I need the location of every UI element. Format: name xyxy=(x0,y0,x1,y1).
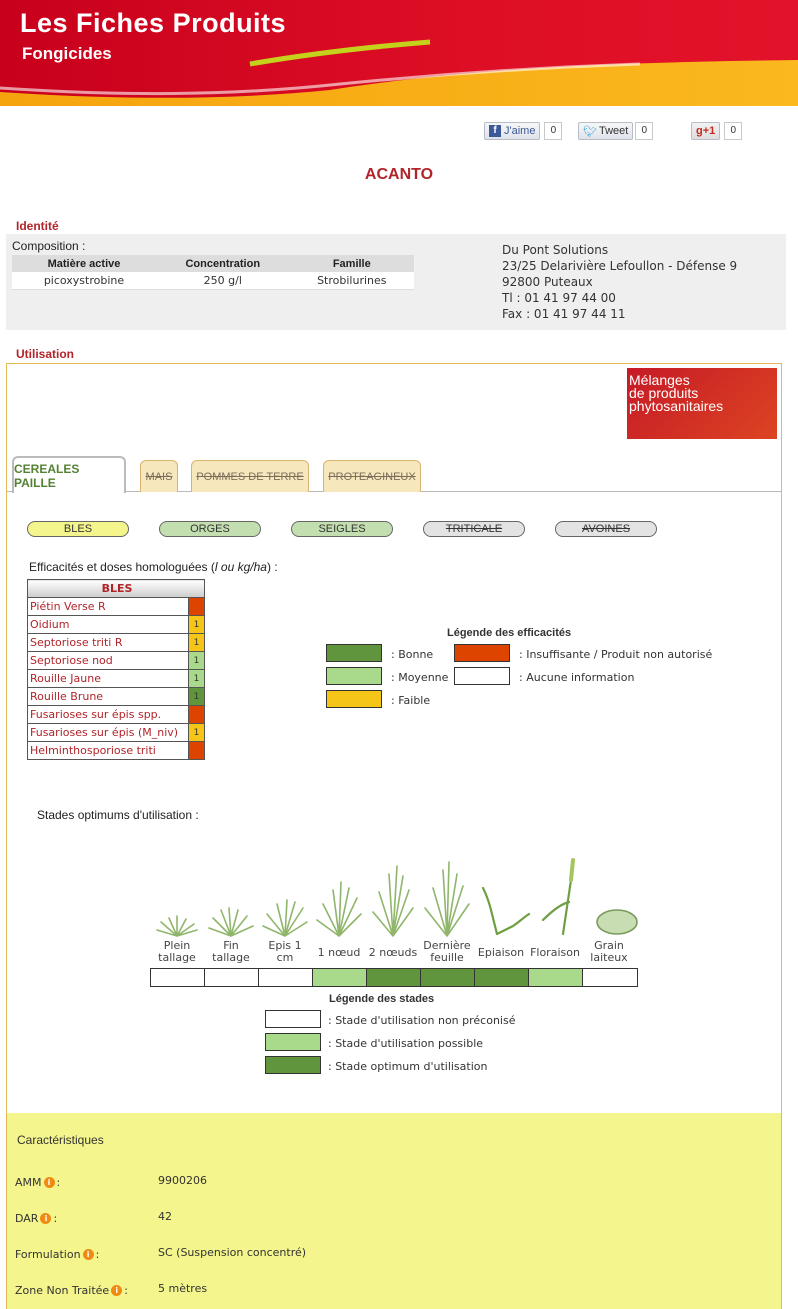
stage-legend-not-recommended: : Stade d'utilisation non préconisé xyxy=(328,1014,516,1027)
company-fax: Fax : 01 41 97 44 11 xyxy=(502,307,626,321)
efficacy-cell xyxy=(189,598,205,616)
efficacy-label-end: ) : xyxy=(266,560,278,574)
stage-cell xyxy=(151,969,205,986)
info-icon[interactable]: i xyxy=(83,1249,94,1260)
stage-label-line: tallage xyxy=(158,951,196,964)
stage-label-line: cm xyxy=(276,951,294,964)
mix-line-1: Mélanges xyxy=(629,372,690,388)
dar-value: 42 xyxy=(158,1210,172,1223)
tab-cereales-paille[interactable]: CEREALES PAILLE xyxy=(12,456,126,493)
brand-title: Les Fiches Produits xyxy=(20,8,287,38)
stage-swatch-possible xyxy=(265,1033,321,1051)
company-name: Du Pont Solutions xyxy=(502,243,609,257)
legend-none: : Aucune information xyxy=(519,671,635,684)
stage-cell xyxy=(259,969,313,986)
stage-label-line: Fin xyxy=(223,939,239,952)
col-header-family: Famille xyxy=(290,255,414,272)
header-banner xyxy=(0,0,798,106)
legend-swatch-good xyxy=(326,644,382,662)
tweet-label: Tweet xyxy=(598,125,629,137)
stage-label-line: 1 nœud xyxy=(317,946,361,959)
facebook-like-button[interactable] xyxy=(484,122,540,140)
gplus-label: +1 xyxy=(702,125,716,137)
plant-floraison-icon xyxy=(543,860,573,934)
tab-pommes-de-terre[interactable]: POMMES DE TERRE xyxy=(191,460,309,492)
disease-name: Fusarioses sur épis (M_niv) xyxy=(28,724,189,742)
legend-insufficient: : Insuffisante / Produit non autorisé xyxy=(519,648,713,661)
crop-avoines[interactable]: AVOINES xyxy=(555,521,657,537)
like-count: 0 xyxy=(544,122,562,140)
stage-cell xyxy=(583,969,637,986)
crop-orges[interactable]: ORGES xyxy=(159,521,261,537)
stage-label xyxy=(258,940,312,964)
efficacy-table xyxy=(27,579,205,760)
crop-bles[interactable]: BLES xyxy=(27,521,129,537)
disease-name: Septoriose triti R xyxy=(28,634,189,652)
efficacy-label xyxy=(29,560,278,574)
utilisation-panel xyxy=(6,363,782,1309)
disease-name: Oidium xyxy=(28,616,189,634)
plant-2-noeuds-icon xyxy=(373,866,413,936)
product-name: ACANTO xyxy=(364,166,434,183)
stage-label-line: feuille xyxy=(430,951,464,964)
stage-cell xyxy=(313,969,367,986)
info-icon[interactable]: i xyxy=(111,1285,122,1296)
company-tel: Tl : 01 41 97 44 00 xyxy=(502,291,616,305)
concentration: 250 g/l xyxy=(156,272,290,289)
stage-label xyxy=(474,947,528,959)
col-header-concentration: Concentration xyxy=(156,255,290,272)
identity-title: Identité xyxy=(16,219,59,233)
efficacy-cell xyxy=(189,706,205,724)
legend-swatch-weak xyxy=(326,690,382,708)
plant-grain-laiteux-icon xyxy=(597,910,637,934)
mix-line-3: phytosanitaires xyxy=(629,398,724,414)
disease-name: Piétin Verse R xyxy=(28,598,189,616)
company-address: 23/25 Delarivière Lefoullon - Défense 9 xyxy=(502,259,738,273)
twitter-bird-icon: 🐦︎ xyxy=(583,125,597,138)
tab-proteagineux[interactable]: PROTEAGINEUX xyxy=(323,460,421,492)
gplus-button[interactable] xyxy=(691,122,720,140)
stage-label xyxy=(420,940,474,964)
stage-cell xyxy=(205,969,259,986)
table-row xyxy=(28,616,205,634)
utilisation-title: Utilisation xyxy=(16,347,75,361)
plant-epis-1cm-icon xyxy=(263,900,307,936)
stage-label-line: 2 nœuds xyxy=(368,946,418,959)
stage-cell xyxy=(421,969,475,986)
growth-stage-illustrations xyxy=(150,830,640,940)
twitter-tweet[interactable] xyxy=(578,122,653,140)
plant-1-noeud-icon xyxy=(317,882,361,936)
plant-fin-tallage-icon xyxy=(209,908,253,936)
stage-label-line: Floraison xyxy=(530,946,580,959)
efficacy-cell: 1 xyxy=(189,634,205,652)
stage-label xyxy=(528,947,582,959)
crop-type-tabs xyxy=(7,456,781,492)
efficacy-legend-title: Légende des efficacités xyxy=(447,627,572,639)
crop-triticale[interactable]: TRITICALE xyxy=(423,521,525,537)
formulation-label: Formulation i : xyxy=(15,1248,100,1261)
stage-label-line: Epis 1 xyxy=(268,939,302,952)
stage-label-line: tallage xyxy=(212,951,250,964)
efficacy-cell xyxy=(189,742,205,760)
plant-derniere-feuille-icon xyxy=(425,862,469,936)
characteristics-title: Caractéristiques xyxy=(17,1133,104,1147)
legend-swatch-none xyxy=(454,667,510,685)
stage-label xyxy=(582,940,636,964)
google-icon: g xyxy=(696,125,703,137)
disease-name: Fusarioses sur épis spp. xyxy=(28,706,189,724)
stage-label-line: Grain xyxy=(594,939,624,952)
formulation-value: SC (Suspension concentré) xyxy=(158,1246,307,1259)
znt-value: 5 mètres xyxy=(158,1282,208,1295)
company-city: 92800 Puteaux xyxy=(502,275,593,289)
amm-value: 9900206 xyxy=(158,1174,207,1187)
family: Strobilurines xyxy=(290,272,414,289)
legend-medium: : Moyenne xyxy=(391,671,449,684)
table-row xyxy=(28,652,205,670)
stage-label-line: Plein xyxy=(163,939,191,952)
stage-legend-optimum: : Stade optimum d'utilisation xyxy=(328,1060,488,1073)
characteristics-panel xyxy=(7,1113,781,1309)
stage-swatch-optimum xyxy=(265,1056,321,1074)
stage-label-line: Dernière xyxy=(423,939,471,952)
stage-swatch-not-recommended xyxy=(265,1010,321,1028)
plant-epiaison-icon xyxy=(483,888,529,934)
efficacy-cell: 1 xyxy=(189,616,205,634)
znt-label: Zone Non Traitée i : xyxy=(15,1284,128,1297)
tab-mais[interactable]: MAIS xyxy=(140,460,178,492)
identity-panel xyxy=(6,234,786,330)
table-row xyxy=(28,670,205,688)
legend-swatch-medium xyxy=(326,667,382,685)
stage-label xyxy=(150,940,204,964)
google-plus[interactable] xyxy=(691,122,742,140)
dar-label-text: DAR xyxy=(15,1212,39,1225)
table-row xyxy=(28,634,205,652)
legend-weak: : Faible xyxy=(391,694,431,707)
stage-label xyxy=(366,947,420,959)
facebook-icon: f xyxy=(489,125,501,137)
gplus-count: 0 xyxy=(724,122,742,140)
col-header-active: Matière active xyxy=(12,255,156,272)
page-subtitle: Fongicides xyxy=(22,44,112,63)
formulation-label-text: Formulation xyxy=(15,1248,81,1261)
legend-good: : Bonne xyxy=(391,648,434,661)
znt-label-text: Zone Non Traitée xyxy=(15,1284,110,1297)
efficacy-cell: 1 xyxy=(189,670,205,688)
mix-line-2: de produits xyxy=(629,385,699,401)
company-info xyxy=(502,242,737,322)
disease-name: Rouille Brune xyxy=(28,688,189,706)
stage-cell xyxy=(529,969,583,986)
info-icon[interactable]: i xyxy=(40,1213,51,1224)
table-row xyxy=(28,706,205,724)
efficacy-label-text: Efficacités et doses homologuées ( xyxy=(29,560,215,574)
tweet-count: 0 xyxy=(635,122,653,140)
tweet-button[interactable] xyxy=(578,122,633,140)
table-row xyxy=(28,688,205,706)
stage-label-line: laiteux xyxy=(590,951,628,964)
disease-name: Rouille Jaune xyxy=(28,670,189,688)
facebook-like[interactable] xyxy=(484,122,562,140)
stage-cell xyxy=(475,969,529,986)
stage-legend-possible: : Stade d'utilisation possible xyxy=(328,1037,484,1050)
composition-label: Composition : xyxy=(12,239,86,253)
crop-seigles[interactable]: SEIGLES xyxy=(291,521,393,537)
plant-plein-tallage-icon xyxy=(157,916,197,936)
table-row xyxy=(28,724,205,742)
amm-label: AMM i : xyxy=(15,1176,61,1189)
stage-legend-title: Légende des stades xyxy=(329,993,435,1005)
stage-label xyxy=(204,940,258,964)
efficacy-cell: 1 xyxy=(189,652,205,670)
amm-label-text: AMM xyxy=(15,1176,42,1189)
disease-name: Helminthosporiose triti xyxy=(28,742,189,760)
efficacy-cell: 1 xyxy=(189,688,205,706)
table-row xyxy=(28,742,205,760)
table-row xyxy=(12,272,414,289)
stage-label-line: Epiaison xyxy=(477,946,525,959)
like-label: J'aime xyxy=(504,125,536,137)
active-substance: picoxystrobine xyxy=(12,272,156,289)
dar-label: DAR i : xyxy=(15,1212,58,1225)
stage-cell xyxy=(367,969,421,986)
composition-table xyxy=(12,255,414,290)
efficacy-table-header: BLES xyxy=(28,580,205,598)
table-row xyxy=(28,598,205,616)
legend-swatch-insufficient xyxy=(454,644,510,662)
mixtures-banner-link[interactable] xyxy=(627,368,777,439)
efficacy-cell: 1 xyxy=(189,724,205,742)
info-icon[interactable]: i xyxy=(44,1177,55,1188)
disease-name: Septoriose nod xyxy=(28,652,189,670)
stage-label xyxy=(312,947,366,959)
stages-label: Stades optimums d'utilisation : xyxy=(37,808,199,822)
efficacy-unit: l ou kg/ha xyxy=(214,560,267,574)
stage-bar xyxy=(150,968,638,987)
